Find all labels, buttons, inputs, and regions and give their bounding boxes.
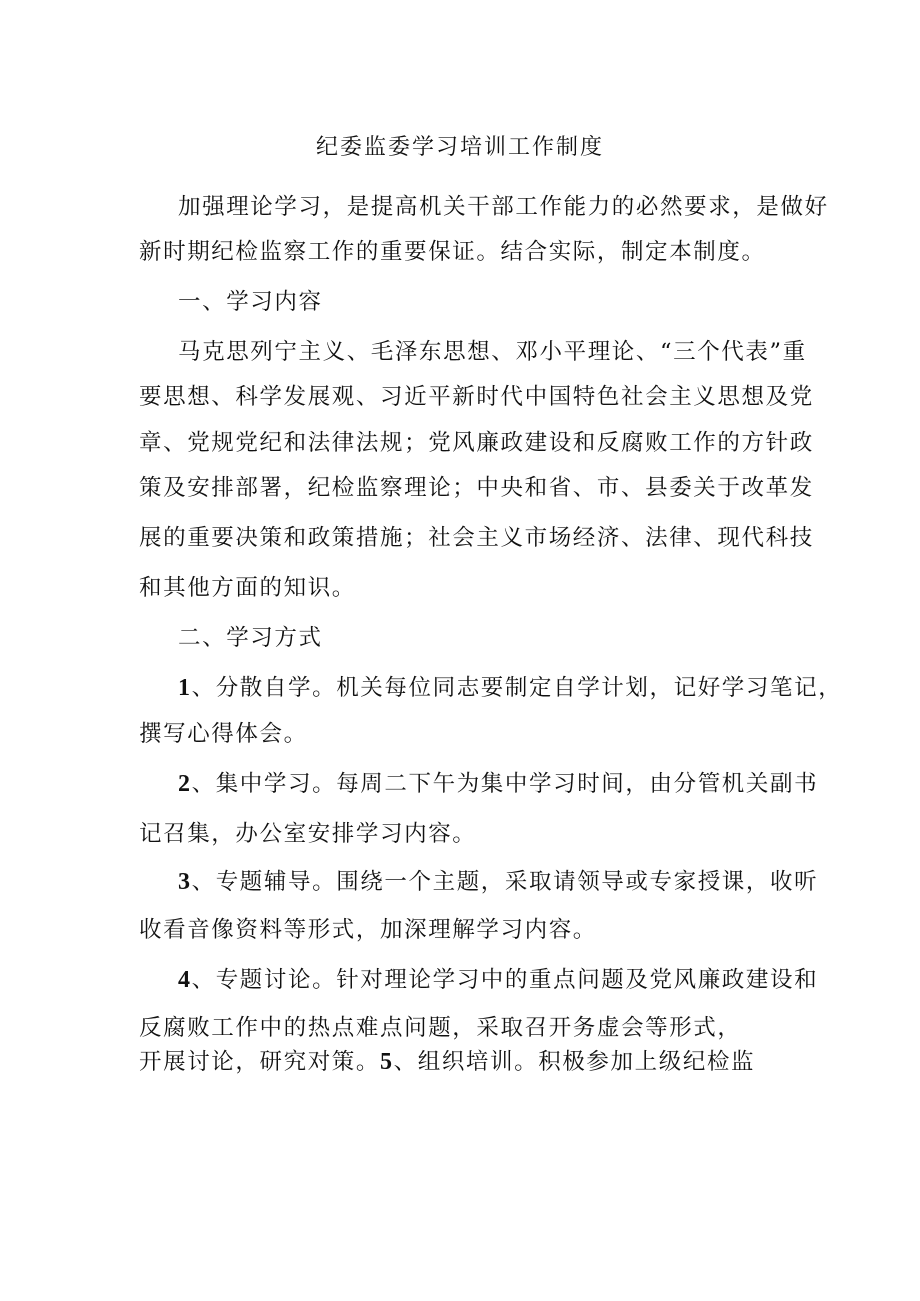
method-item-1-cont: 撰写心得体会。 xyxy=(139,721,308,747)
method-item-2-cont: 记召集，办公室安排学习内容。 xyxy=(139,821,477,847)
item-text: 、组织培训。积极参加上级纪检监 xyxy=(393,1049,756,1075)
item-text: 、专题讨论。针对理论学习中的重点问题及党风廉政建设和 xyxy=(191,967,819,993)
section-heading-method: 二、学习方式 xyxy=(178,625,323,651)
item-4-tail: 开展讨论，研究对策。 xyxy=(139,1049,381,1075)
content-line: 马克思列宁主义、毛泽东思想、邓小平理论、“三个代表”重 xyxy=(178,339,807,365)
content-line: 章、党规党纪和法律法规；党风廉政建设和反腐败工作的方针政 xyxy=(139,430,814,456)
content-line: 和其他方面的知识。 xyxy=(139,575,356,601)
item-number: 1 xyxy=(178,675,192,701)
intro-line: 新时期纪检监察工作的重要保证。结合实际，制定本制度。 xyxy=(139,239,766,265)
content-line: 要思想、科学发展观、习近平新时代中国特色社会主义思想及党 xyxy=(139,384,814,410)
method-item-4-cont: 反腐败工作中的热点难点问题，采取召开务虚会等形式， xyxy=(139,1015,742,1041)
item-number: 4 xyxy=(178,967,192,993)
content-line: 策及安排部署，纪检监察理论；中央和省、市、县委关于改革发 xyxy=(139,475,814,501)
method-item-1 xyxy=(178,672,843,704)
method-item-3 xyxy=(178,866,838,898)
document-title: 纪委监委学习培训工作制度 xyxy=(315,135,604,160)
item-number: 3 xyxy=(178,869,192,895)
item-number: 5 xyxy=(380,1049,394,1075)
section-heading-content: 一、学习内容 xyxy=(178,289,323,315)
method-item-3-cont: 收看音像资料等形式，加深理解学习内容。 xyxy=(139,917,597,943)
method-item-4 xyxy=(178,964,838,996)
method-item-2 xyxy=(178,768,838,800)
item-text: 、分散自学。机关每位同志要制定自学计划，记好学习笔记， xyxy=(191,675,843,701)
item-number: 2 xyxy=(178,771,192,797)
item-text: 、集中学习。每周二下午为集中学习时间，由分管机关副书 xyxy=(191,771,819,797)
intro-line: 加强理论学习，是提高机关干部工作能力的必然要求，是做好 xyxy=(178,194,829,220)
item-text: 、专题辅导。围绕一个主题，采取请领导或专家授课，收听 xyxy=(191,869,819,895)
content-line: 展的重要决策和政策措施；社会主义市场经济、法律、现代科技 xyxy=(139,525,814,551)
method-item-5-line xyxy=(139,1046,799,1078)
